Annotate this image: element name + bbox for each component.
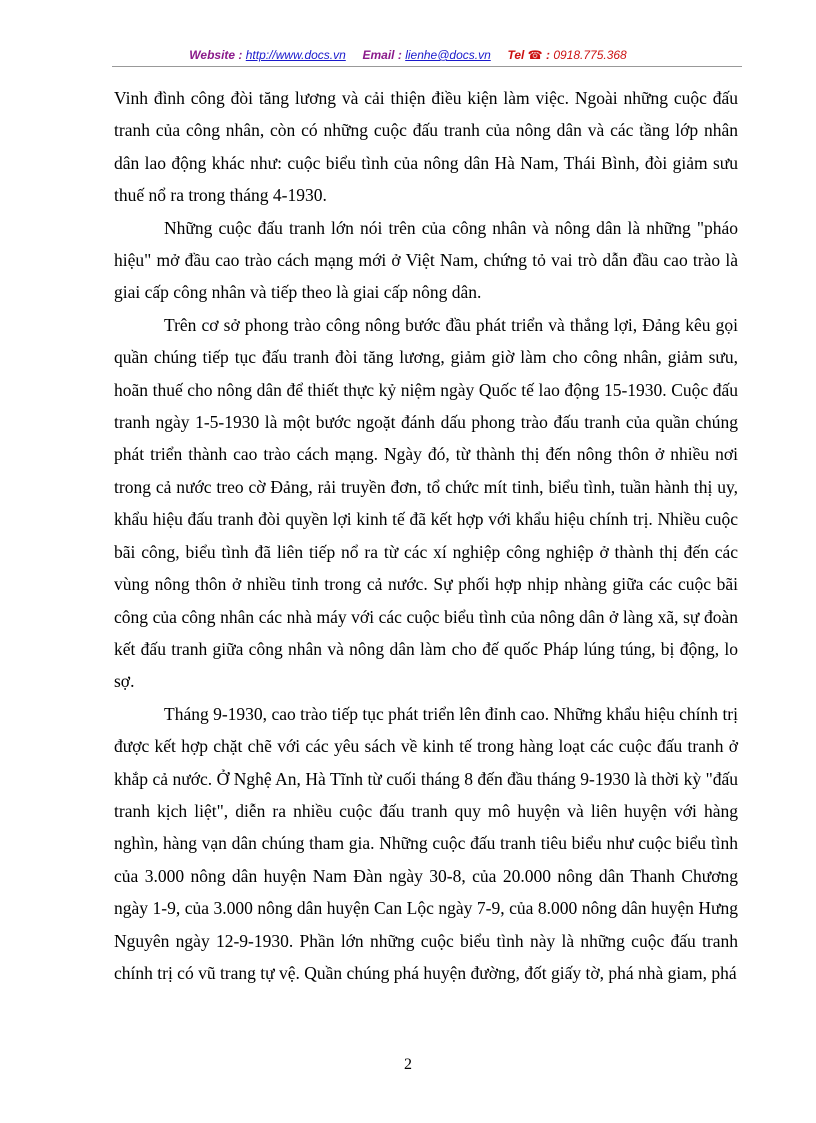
- paragraph-4: Tháng 9-1930, cao trào tiếp tục phát triển lên đỉnh cao. Những khẩu hiệu chính trị được kết hợp chặt chẽ với các yêu sách về kinh tế trong hàng loạt các cuộc đấu tranh ở khắp cả nước. Ở Nghệ An, Hà Tĩnh từ cuối tháng 8 đến đầu tháng 9-1930 là thời kỳ "đấu tranh kịch liệt", diễn ra nhiều cuộc đấu tranh quy mô huyện và liên huyện với hàng nghìn, hàng vạn dân chúng tham gia. Những cuộc đấu tranh tiêu biểu như cuộc biểu tình của 3.000 nông dân huyện Nam Đàn ngày 30-8, của 20.000 nông dân Thanh Chương ngày 1-9, của 3.000 nông dân huyện Can Lộc ngày 7-9, của 8.000 nông dân huyện Hưng Nguyên ngày 12-9-1930. Phần lớn những cuộc biểu tình này là những cuộc đấu tranh chính trị có vũ trang tự vệ. Quần chúng phá huyện đường, đốt giấy tờ, phá nhà giam, phá: [114, 703, 738, 983]
- website-label: Website :: [189, 48, 243, 62]
- paragraph-2: Những cuộc đấu tranh lớn nói trên của công nhân và nông dân là những "pháo hiệu" mở đầu cao trào cách mạng mới ở Việt Nam, chứng tỏ vai trò dẫn đầu cao trào là giai cấp công nhân và tiếp theo là giai cấp nông dân.: [114, 217, 738, 303]
- website-link[interactable]: http://www.docs.vn: [245, 48, 346, 62]
- paragraph-1: Vinh đình công đòi tăng lương và cải thiện điều kiện làm việc. Ngoài những cuộc đấu tranh của công nhân, còn có những cuộc đấu tranh của nông dân và các tầng lớp nhân dân lao động khác như: cuộc biểu tình của nông dân Hà Nam, Thái Bình, đòi giảm sưu thuế nổ ra trong tháng 4-1930.: [114, 88, 738, 206]
- email-link[interactable]: lienhe@docs.vn: [405, 48, 491, 62]
- header-divider: [112, 66, 742, 67]
- email-label: Email :: [362, 48, 402, 62]
- page-number: 2: [404, 1056, 412, 1073]
- paragraph-3: Trên cơ sở phong trào công nông bước đầu phát triển và thắng lợi, Đảng kêu gọi quần chúng tiếp tục đấu tranh đòi tăng lương, giảm giờ làm cho công nhân, giảm sưu, hoãn thuế cho nông dân để thiết thực kỷ niệm ngày Quốc tế lao động 15-1930. Cuộc đấu tranh ngày 1-5-1930 là một bước ngoặt đánh dấu phong trào đấu tranh của quần chúng phát triển thành cao trào cách mạng. Ngày đó, từ thành thị đến nông thôn ở nhiều nơi trong cả nước treo cờ Đảng, rải truyền đơn, tổ chức mít tinh, biểu tình, tuần hành thị uy, khẩu hiệu đấu tranh đòi quyền lợi kinh tế đã kết hợp với khẩu hiệu chính trị. Nhiều cuộc bãi công, biểu tình đã liên tiếp nổ ra từ các xí nghiệp công nghiệp ở thành thị đến các vùng nông thôn ở nhiều tỉnh trong cả nước. Sự phối hợp nhịp nhàng giữa các cuộc bãi công của công nhân các nhà máy với các cuộc biểu tình của nông dân ở làng xã, sự đoàn kết đấu tranh giữa công nhân và nông dân làm cho đế quốc Pháp lúng túng, bị động, lo sợ.: [114, 314, 738, 692]
- document-body: [114, 82, 738, 989]
- page-header: [0, 48, 816, 62]
- tel-label: Tel ☎ :: [507, 48, 550, 62]
- tel-value: 0918.775.368: [553, 48, 627, 62]
